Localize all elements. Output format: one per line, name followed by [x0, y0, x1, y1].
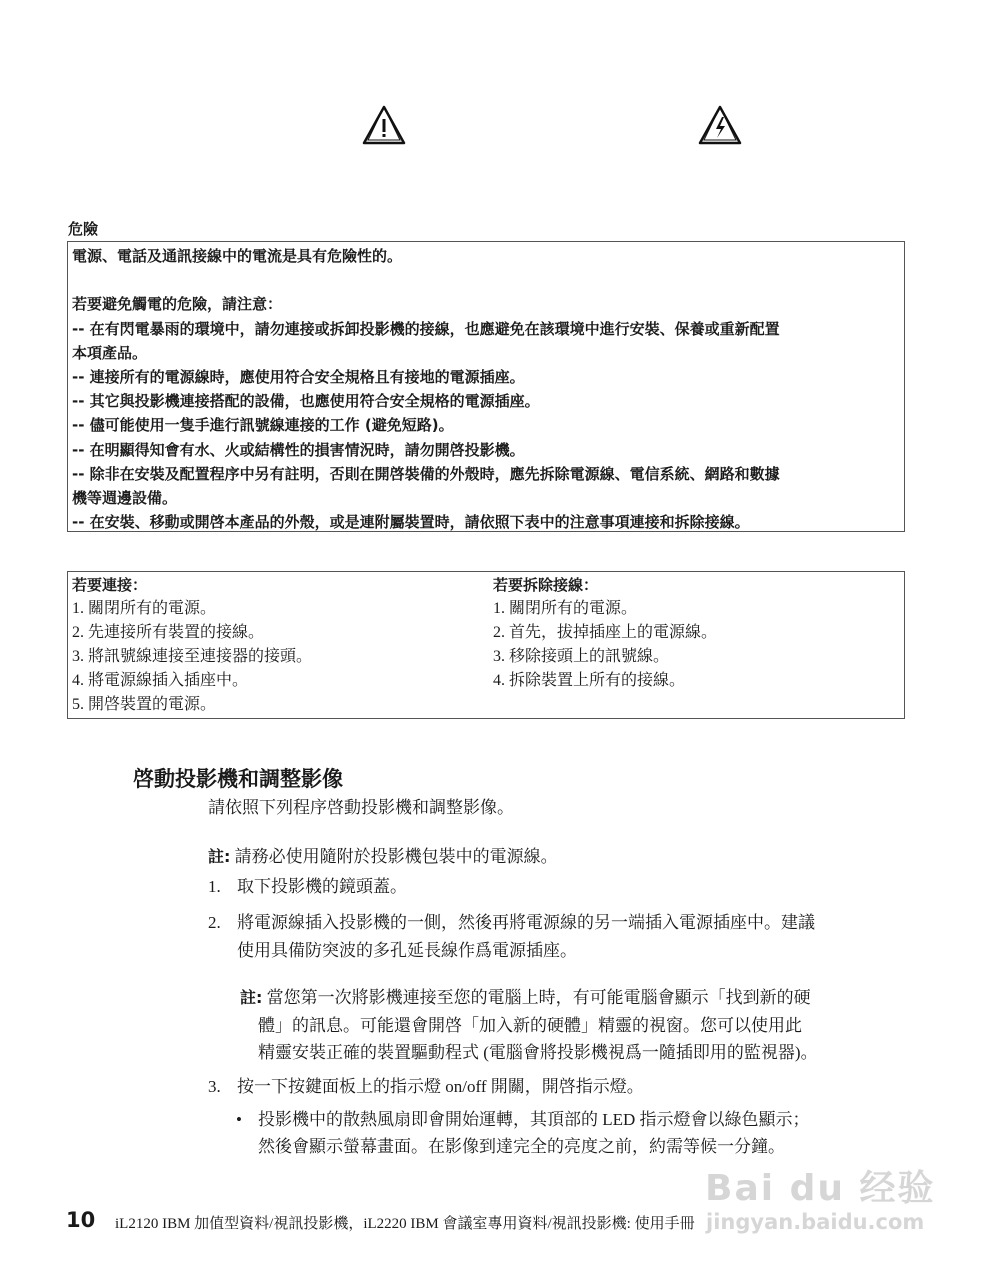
step-number: 2. — [208, 913, 221, 932]
danger-line: -- 儘可能使用一隻手進行訊號線連接的工作 (避免短路)。 — [72, 416, 454, 435]
warning-triangle-icon — [362, 104, 406, 146]
page-number: 10 — [66, 1208, 96, 1232]
watermark-url: jingyan.baidu.com — [706, 1210, 925, 1234]
danger-line: 本項產品。 — [72, 343, 148, 362]
danger-label: 危險 — [68, 220, 99, 238]
note-2 — [240, 984, 818, 1062]
disconnect-column — [493, 573, 717, 693]
bullet-text: 然後會顯示螢幕畫面。在影像到達完全的亮度之前，約需等候一分鐘。 — [258, 1137, 785, 1156]
bullet-item — [236, 1106, 810, 1156]
step-number: 3. — [208, 1077, 221, 1096]
danger-notice-box — [67, 241, 905, 532]
disconnect-step: 2. 首先，拔掉插座上的電源線。 — [493, 624, 718, 641]
watermark-logo-text: Bai du 经验 — [705, 1168, 936, 1209]
connect-title: 若要連接： — [72, 576, 148, 594]
connect-step: 3. 將訊號線連接至連接器的接頭。 — [72, 648, 313, 665]
connect-disconnect-table — [67, 571, 905, 719]
section-intro: 請依照下列程序啓動投影機和調整影像。 — [208, 798, 514, 817]
electrical-hazard-icon — [698, 104, 742, 146]
note-label: 註: — [208, 847, 231, 866]
step-3 — [208, 1073, 644, 1101]
danger-line: -- 其它與投影機連接搭配的設備，也應使用符合安全規格的電源插座。 — [72, 392, 540, 411]
bullet-text: 投影機中的散熱風扇即會開始運轉，其頂部的 LED 指示燈會以綠色顯示； — [258, 1110, 810, 1129]
danger-line — [72, 268, 900, 292]
note-label: 註: — [240, 988, 263, 1007]
connect-step: 4. 將電源線插入插座中。 — [72, 672, 249, 689]
step-number: 1. — [208, 877, 221, 896]
disconnect-title: 若要拆除接線： — [493, 576, 599, 594]
disconnect-step: 4. 拆除裝置上所有的接線。 — [493, 672, 686, 689]
connect-step: 5. 開啓裝置的電源。 — [72, 696, 217, 713]
step-text: 將電源線插入投影機的一側，然後再將電源線的另一端插入電源插座中。建議 — [237, 913, 815, 932]
step-1 — [208, 873, 407, 901]
watermark-logo — [705, 1160, 936, 1211]
step-text: 取下投影機的鏡頭蓋。 — [237, 877, 407, 896]
danger-line: -- 在安裝、移動或開啓本產品的外殼，或是連附屬裝置時，請依照下表中的注意事項連接和拆除接線。 — [72, 513, 750, 532]
step-2 — [208, 909, 815, 960]
disconnect-step: 3. 移除接頭上的訊號線。 — [493, 648, 670, 665]
step-text: 使用具備防突波的多孔延長線作爲電源插座。 — [237, 941, 577, 960]
danger-line: -- 在有閃電暴雨的環境中，請勿連接或拆卸投影機的接線，也應避免在該環境中進行安裝、保養或重新配置 — [72, 319, 780, 338]
note — [208, 843, 558, 871]
note-text: 體」的訊息。可能還會開啓「加入新的硬體」精靈的視窗。您可以使用此 — [258, 1016, 802, 1035]
connect-column — [72, 573, 312, 717]
note-text: 精靈安裝正確的裝置驅動程式 (電腦會將投影機視爲一隨插即用的監視器)。 — [258, 1043, 818, 1062]
note-text: 請務必使用隨附於投影機包裝中的電源線。 — [234, 847, 558, 866]
footer-title: iL2120 IBM 加值型資料/視訊投影機，iL2220 IBM 會議室專用資料/視訊投影機: 使用手冊 — [115, 1216, 695, 1232]
danger-line: 電源、電話及通訊接線中的電流是具有危險性的。 — [72, 247, 403, 265]
danger-line: 若要避免觸電的危險，請注意： — [72, 295, 283, 314]
connect-step: 2. 先連接所有裝置的接線。 — [72, 624, 265, 641]
danger-line: -- 連接所有的電源線時，應使用符合安全規格且有接地的電源插座。 — [72, 368, 525, 387]
bullet-icon: • — [236, 1110, 242, 1129]
danger-line: 機等週邊設備。 — [72, 489, 178, 508]
section-title: 啓動投影機和調整影像 — [133, 767, 343, 791]
disconnect-step: 1. 關閉所有的電源。 — [493, 600, 638, 617]
danger-line: -- 在明顯得知會有水、火或結構性的損害情況時，請勿開啓投影機。 — [72, 440, 525, 459]
note-text: 當您第一次將影機連接至您的電腦上時，有可能電腦會顯示「找到新的硬 — [266, 988, 811, 1007]
connect-step: 1. 關閉所有的電源。 — [72, 600, 217, 617]
danger-line: -- 除非在安裝及配置程序中另有註明，否則在開啓裝備的外殼時，應先拆除電源線、電信系統、網路和數據 — [72, 464, 780, 483]
step-text: 按一下按鍵面板上的指示燈 on/off 開關，開啓指示燈。 — [237, 1077, 644, 1096]
